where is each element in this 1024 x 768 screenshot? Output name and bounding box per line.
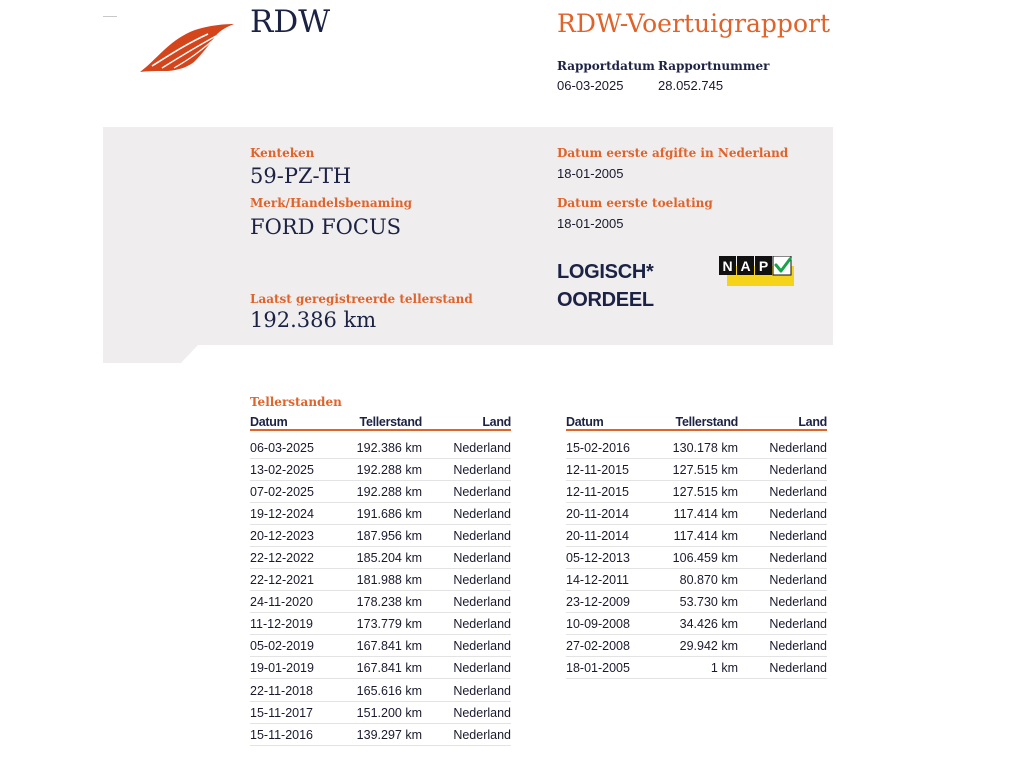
reading-date: 22-12-2021: [250, 568, 340, 590]
table-row: [566, 502, 827, 524]
reading-country: Nederland: [422, 657, 511, 679]
svg-text:P: P: [758, 258, 769, 274]
table-row: [250, 613, 511, 635]
reading-country: Nederland: [738, 635, 827, 657]
table-row: [566, 546, 827, 568]
table-row: [566, 568, 827, 590]
readings-title: Tellerstanden: [250, 395, 342, 409]
reading-km: 53.730 km: [656, 591, 738, 613]
reading-km: 117.414 km: [656, 524, 738, 546]
table-row: [566, 524, 827, 546]
reading-km: 29.942 km: [656, 635, 738, 657]
reading-date: 20-12-2023: [250, 524, 340, 546]
reading-date: 19-01-2019: [250, 657, 340, 679]
reading-date: 12-11-2015: [566, 480, 656, 502]
svg-text:N: N: [722, 258, 733, 274]
reading-country: Nederland: [422, 480, 511, 502]
reading-date: 11-12-2019: [250, 613, 340, 635]
reading-date: 05-02-2019: [250, 635, 340, 657]
reading-km: 117.414 km: [656, 502, 738, 524]
make-value: FORD FOCUS: [250, 215, 402, 239]
reading-country: Nederland: [738, 480, 827, 502]
reading-km: 139.297 km: [340, 723, 422, 745]
reading-km: 181.988 km: [340, 568, 422, 590]
reading-country: Nederland: [738, 430, 827, 458]
reading-date: 13-02-2025: [250, 458, 340, 480]
reading-country: Nederland: [422, 430, 511, 458]
table-row: [250, 480, 511, 502]
report-number-label: Rapportnummer: [658, 59, 770, 73]
table-row: [566, 480, 827, 502]
reading-date: 18-01-2005: [566, 657, 656, 679]
reading-km: 192.288 km: [340, 480, 422, 502]
col-date-header: Datum: [250, 414, 340, 430]
reading-km: 192.288 km: [340, 458, 422, 480]
table-row: [250, 723, 511, 745]
col-land-header: Land: [422, 414, 511, 430]
rdw-logo-icon: [138, 20, 236, 74]
table-row: [566, 613, 827, 635]
reading-date: 15-02-2016: [566, 430, 656, 458]
corner-mark: [103, 16, 117, 17]
reading-country: Nederland: [422, 591, 511, 613]
table-row: [250, 635, 511, 657]
reading-country: Nederland: [422, 635, 511, 657]
first-issue-nl-value: 18-01-2005: [557, 166, 624, 181]
reading-km: 127.515 km: [656, 458, 738, 480]
reading-km: 151.200 km: [340, 701, 422, 723]
col-km-header: Tellerstand: [656, 414, 738, 430]
reading-km: 192.386 km: [340, 430, 422, 458]
reading-country: Nederland: [422, 679, 511, 701]
reading-country: Nederland: [738, 458, 827, 480]
reading-country: Nederland: [738, 613, 827, 635]
table-row: [566, 430, 827, 458]
first-admission-label: Datum eerste toelating: [557, 196, 713, 210]
reading-date: 12-11-2015: [566, 458, 656, 480]
odometer-value: 192.386 km: [250, 308, 377, 332]
table-row: [250, 679, 511, 701]
reading-km: 167.841 km: [340, 657, 422, 679]
reading-country: Nederland: [422, 701, 511, 723]
table-row: [250, 568, 511, 590]
reading-date: 22-12-2022: [250, 546, 340, 568]
reading-country: Nederland: [422, 546, 511, 568]
reading-km: 173.779 km: [340, 613, 422, 635]
table-row: [250, 591, 511, 613]
report-date-label: Rapportdatum: [557, 59, 655, 73]
report-date: 06-03-2025: [557, 78, 624, 93]
reading-date: 24-11-2020: [250, 591, 340, 613]
table-row: [250, 546, 511, 568]
reading-date: 27-02-2008: [566, 635, 656, 657]
reading-country: Nederland: [422, 524, 511, 546]
reading-km: 80.870 km: [656, 568, 738, 590]
reading-km: 187.956 km: [340, 524, 422, 546]
reading-date: 10-09-2008: [566, 613, 656, 635]
col-land-header: Land: [738, 414, 827, 430]
reading-date: 14-12-2011: [566, 568, 656, 590]
reading-date: 05-12-2013: [566, 546, 656, 568]
first-admission-value: 18-01-2005: [557, 216, 624, 231]
plate-value: 59-PZ-TH: [250, 164, 352, 188]
col-km-header: Tellerstand: [340, 414, 422, 430]
reading-km: 130.178 km: [656, 430, 738, 458]
reading-km: 34.426 km: [656, 613, 738, 635]
reading-km: 1 km: [656, 657, 738, 679]
reading-date: 19-12-2024: [250, 502, 340, 524]
table-row: [250, 458, 511, 480]
panel-tab-shape: [103, 345, 198, 363]
brand-name: RDW: [250, 4, 331, 40]
nap-check-icon: [719, 256, 794, 286]
table-row: [566, 657, 827, 679]
reading-km: 165.616 km: [340, 679, 422, 701]
table-row: [250, 502, 511, 524]
reading-country: Nederland: [738, 502, 827, 524]
reading-date: 15-11-2016: [250, 723, 340, 745]
reading-country: Nederland: [422, 723, 511, 745]
reading-km: 185.204 km: [340, 546, 422, 568]
reading-country: Nederland: [422, 613, 511, 635]
report-number: 28.052.745: [658, 78, 724, 93]
reading-date: 06-03-2025: [250, 430, 340, 458]
reading-km: 178.238 km: [340, 591, 422, 613]
first-issue-nl-label: Datum eerste afgifte in Nederland: [557, 146, 789, 160]
reading-date: 23-12-2009: [566, 591, 656, 613]
reading-km: 106.459 km: [656, 546, 738, 568]
verdict-line-1: LOGISCH*: [557, 261, 654, 283]
report-title: RDW-Voertuigrapport: [557, 9, 830, 38]
reading-country: Nederland: [422, 458, 511, 480]
reading-country: Nederland: [738, 657, 827, 679]
reading-country: Nederland: [738, 546, 827, 568]
svg-text:A: A: [740, 258, 751, 274]
readings-table-right: [566, 414, 827, 679]
reading-country: Nederland: [738, 568, 827, 590]
reading-country: Nederland: [738, 591, 827, 613]
table-row: [566, 591, 827, 613]
plate-label: Kenteken: [250, 146, 315, 160]
verdict-line-2: OORDEEL: [557, 289, 654, 311]
reading-date: 22-11-2018: [250, 679, 340, 701]
table-row: [250, 701, 511, 723]
reading-km: 127.515 km: [656, 480, 738, 502]
reading-date: 15-11-2017: [250, 701, 340, 723]
reading-country: Nederland: [738, 524, 827, 546]
table-row: [250, 657, 511, 679]
reading-date: 20-11-2014: [566, 502, 656, 524]
reading-date: 07-02-2025: [250, 480, 340, 502]
reading-country: Nederland: [422, 568, 511, 590]
odometer-label: Laatst geregistreerde tellerstand: [250, 292, 473, 306]
readings-table-left: [250, 414, 511, 746]
table-row: [250, 430, 511, 458]
table-row: [566, 635, 827, 657]
reading-country: Nederland: [422, 502, 511, 524]
reading-km: 167.841 km: [340, 635, 422, 657]
col-date-header: Datum: [566, 414, 656, 430]
reading-date: 20-11-2014: [566, 524, 656, 546]
make-label: Merk/Handelsbenaming: [250, 196, 413, 210]
reading-km: 191.686 km: [340, 502, 422, 524]
table-row: [250, 524, 511, 546]
table-row: [566, 458, 827, 480]
